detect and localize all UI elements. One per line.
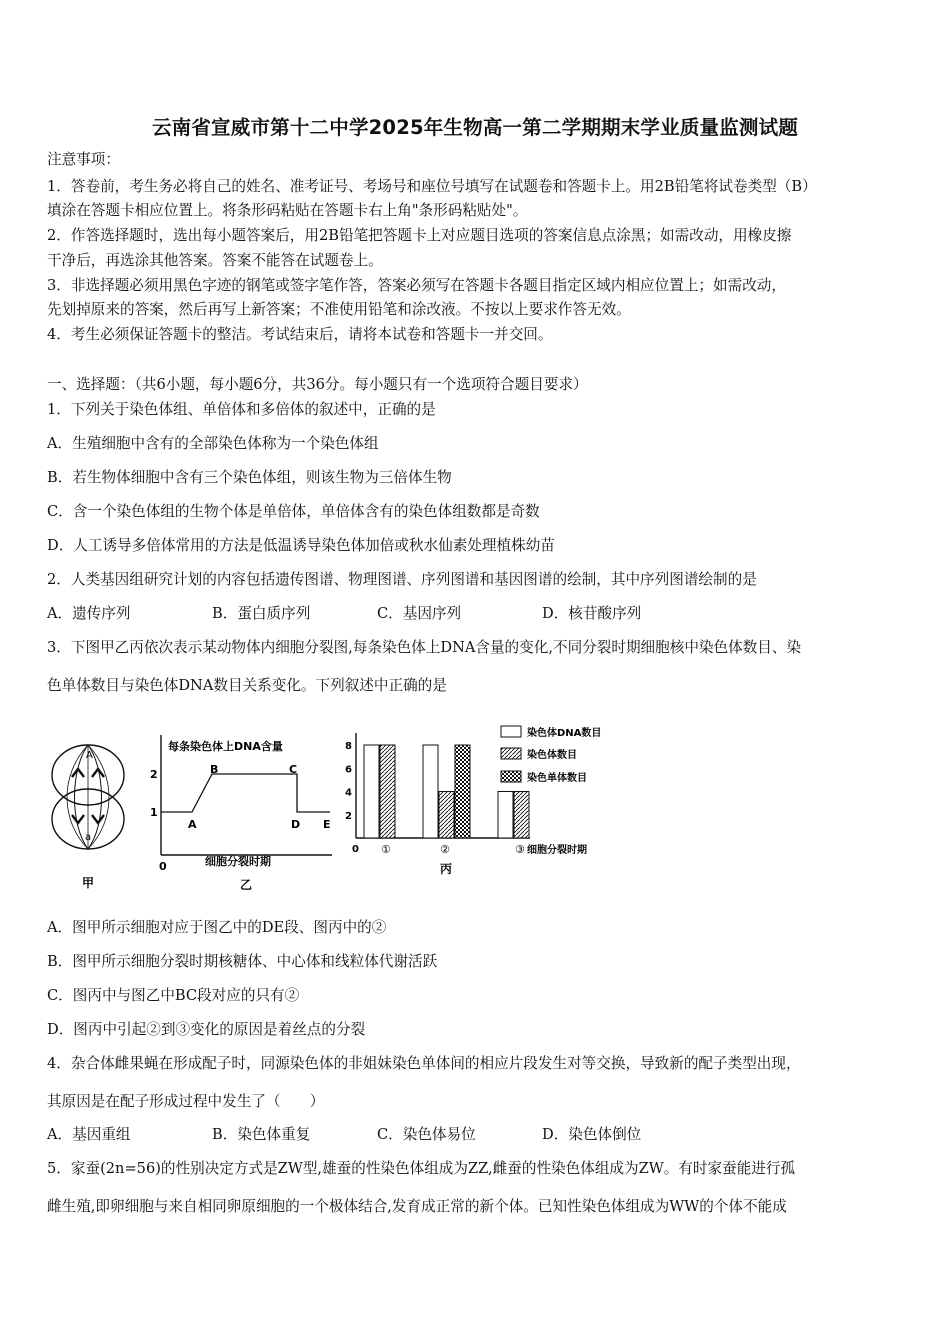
yi-tick-1: 1: [150, 806, 158, 819]
q4-option-d: D．染色体倒位: [542, 1126, 642, 1143]
legend-label-dna: 染色体DNA数目: [527, 728, 602, 739]
bing-xlabel: 细胞分裂时期: [527, 845, 587, 856]
q4-stem-line-1: 4．杂合体雌果蝇在形成配子时，同源染色体的非姐妹染色单体间的相应片段发生对等交换，导致新的配子类型出现，: [47, 1055, 801, 1072]
exam-title: 云南省宣威市第十二中学2025年生物高一第二学期期末学业质量监测试题: [151, 116, 799, 139]
notice-line-2: 填涂在答题卡相应位置上。将条形码粘贴在答题卡右上角"条形码粘贴处"。: [47, 202, 528, 219]
q4-option-c: C．染色体易位: [377, 1126, 476, 1143]
label-bing: 丙: [440, 862, 453, 876]
bing-ytick-4: 4: [345, 787, 352, 799]
yi-point-a: A: [188, 818, 197, 831]
notice-line-1: 1．答卷前，考生务必将自己的姓名、准考证号、考场号和座位号填写在试题卷和答题卡上。用2B铅笔将试卷类型（B）: [47, 178, 817, 195]
cell-diagram-jia: [52, 745, 124, 890]
bing-category-3: ③: [515, 843, 525, 856]
q2-option-a: A．遗传序列: [47, 605, 131, 622]
yi-point-e: E: [323, 818, 331, 831]
bing-bar-3-series-1: [498, 792, 513, 839]
label-yi: 乙: [240, 878, 253, 892]
yi-point-d: D: [291, 818, 301, 831]
q4-options: [47, 1125, 641, 1145]
q3-option-a: A．图甲所示细胞对应于图乙中的DE段、图丙中的②: [47, 919, 387, 936]
q4-option-b: B．染色体重复: [212, 1126, 311, 1143]
legend-label-chromatid: 染色单体数目: [527, 773, 587, 784]
legend-label-chromosome: 染色体数目: [527, 750, 577, 761]
q1-stem: 1．下列关于染色体组、单倍体和多倍体的叙述中，正确的是: [47, 401, 436, 418]
q3-stem-line-2: 色单体数目与染色体DNA数目关系变化。下列叙述中正确的是: [47, 677, 447, 694]
q3-option-b: B．图甲所示细胞分裂时期核糖体、中心体和线粒体代谢活跃: [47, 953, 438, 970]
notice-line-7: 4．考生必须保证答题卡的整洁。考试结束后，请将本试卷和答题卡一并交回。: [47, 326, 553, 343]
bing-ytick-6: 6: [345, 764, 352, 776]
bing-ytick-2: 2: [345, 810, 352, 822]
q1-option-d: D．人工诱导多倍体常用的方法是低温诱导染色体加倍或秋水仙素处理植株幼苗: [47, 537, 555, 554]
notice-heading: 注意事项：: [47, 151, 120, 168]
yi-tick-2: 2: [150, 768, 158, 781]
bing-bar-2-series-1: [423, 745, 438, 838]
q1-option-b: B．若生物体细胞中含有三个染色体组，则该生物为三倍体生物: [47, 469, 452, 486]
bing-category-2: ②: [440, 843, 450, 856]
cell-letter-lower: a: [85, 832, 92, 843]
q2-option-d: D．核苷酸序列: [542, 605, 642, 622]
q1-option-c: C．含一个染色体组的生物个体是单倍体，单倍体含有的染色体组数都是奇数: [47, 503, 540, 520]
q2-option-c: C．基因序列: [377, 605, 462, 622]
q4-option-a: A．基因重组: [47, 1126, 131, 1143]
yi-xlabel: 细胞分裂时期: [205, 855, 271, 868]
q2-options: [47, 604, 641, 624]
yi-point-b: B: [210, 763, 219, 776]
q3-option-c: C．图丙中与图乙中BC段对应的只有②: [47, 987, 300, 1004]
yi-dna-line: [161, 774, 330, 812]
yi-ylabel: 每条染色体上DNA含量: [168, 740, 283, 753]
bing-ytick-0: 0: [352, 844, 359, 855]
bing-legend: [501, 726, 601, 784]
section-heading: 一、选择题：（共6小题，每小题6分，共36分。每小题只有一个选项符合题目要求）: [47, 376, 588, 393]
legend-swatch-chromatid: [501, 771, 521, 782]
bing-bar-3-series-2: [514, 792, 529, 839]
label-jia: 甲: [82, 876, 95, 890]
legend-swatch-chromosome: [501, 748, 521, 759]
bing-bar-2-series-3: [455, 745, 470, 838]
q1-option-a: A．生殖细胞中含有的全部染色体称为一个染色体组: [47, 435, 379, 452]
q2-option-b: B．蛋白质序列: [212, 605, 311, 622]
notice-line-5: 3．非选择题必须用黑色字迹的钢笔或签字笔作答，答案必须写在答题卡各题目指定区域内相应位置上；如需改动，: [47, 277, 786, 294]
q3-stem-line-1: 3．下图甲乙丙依次表示某动物体内细胞分裂图,每条染色体上DNA含量的变化,不同分裂时期细胞核中染色体数目、染: [47, 639, 802, 656]
cell-letter-upper: A: [86, 750, 93, 761]
yi-tick-0: 0: [159, 860, 167, 873]
bing-category-1: ①: [381, 843, 391, 856]
notice-line-3: 2．作答选择题时，选出每小题答案后，用2B铅笔把答题卡上对应题目选项的答案信息点涂黑；如需改动，用橡皮擦: [47, 227, 792, 244]
q2-stem: 2．人类基因组研究计划的内容包括遗传图谱、物理图谱、序列图谱和基因图谱的绘制，其中序列图谱绘制的是: [47, 571, 757, 588]
q5-line-1: 5．家蚕(2n=56)的性别决定方式是ZW型,雄蚕的性染色体组成为ZZ,雌蚕的性染色体组成为ZW。有时家蚕能进行孤: [47, 1160, 796, 1177]
bar-chart-bing: [345, 726, 601, 876]
notice-line-4: 干净后，再选涂其他答案。答案不能答在试题卷上。: [47, 252, 383, 269]
q5-line-2: 雌生殖,即卵细胞与来自相同卵原细胞的一个极体结合,发育成正常的新个体。已知性染色体组成为WW的个体不能成: [47, 1198, 787, 1215]
q4-stem-line-2: 其原因是在配子形成过程中发生了（ ）: [47, 1093, 325, 1110]
bing-ytick-8: 8: [345, 741, 352, 752]
q3-option-d: D．图丙中引起②到③变化的原因是着丝点的分裂: [47, 1021, 366, 1038]
yi-point-c: C: [289, 763, 298, 776]
bing-bar-2-series-2: [439, 792, 454, 839]
line-chart-yi: [150, 735, 332, 892]
bing-bar-1-series-2: [380, 745, 395, 838]
q3-figure: [40, 715, 640, 900]
bing-bar-1-series-1: [364, 745, 379, 838]
notice-line-6: 先划掉原来的答案，然后再写上新答案；不准使用铅笔和涂改液。不按以上要求作答无效。: [47, 301, 631, 318]
legend-swatch-dna: [501, 726, 521, 737]
